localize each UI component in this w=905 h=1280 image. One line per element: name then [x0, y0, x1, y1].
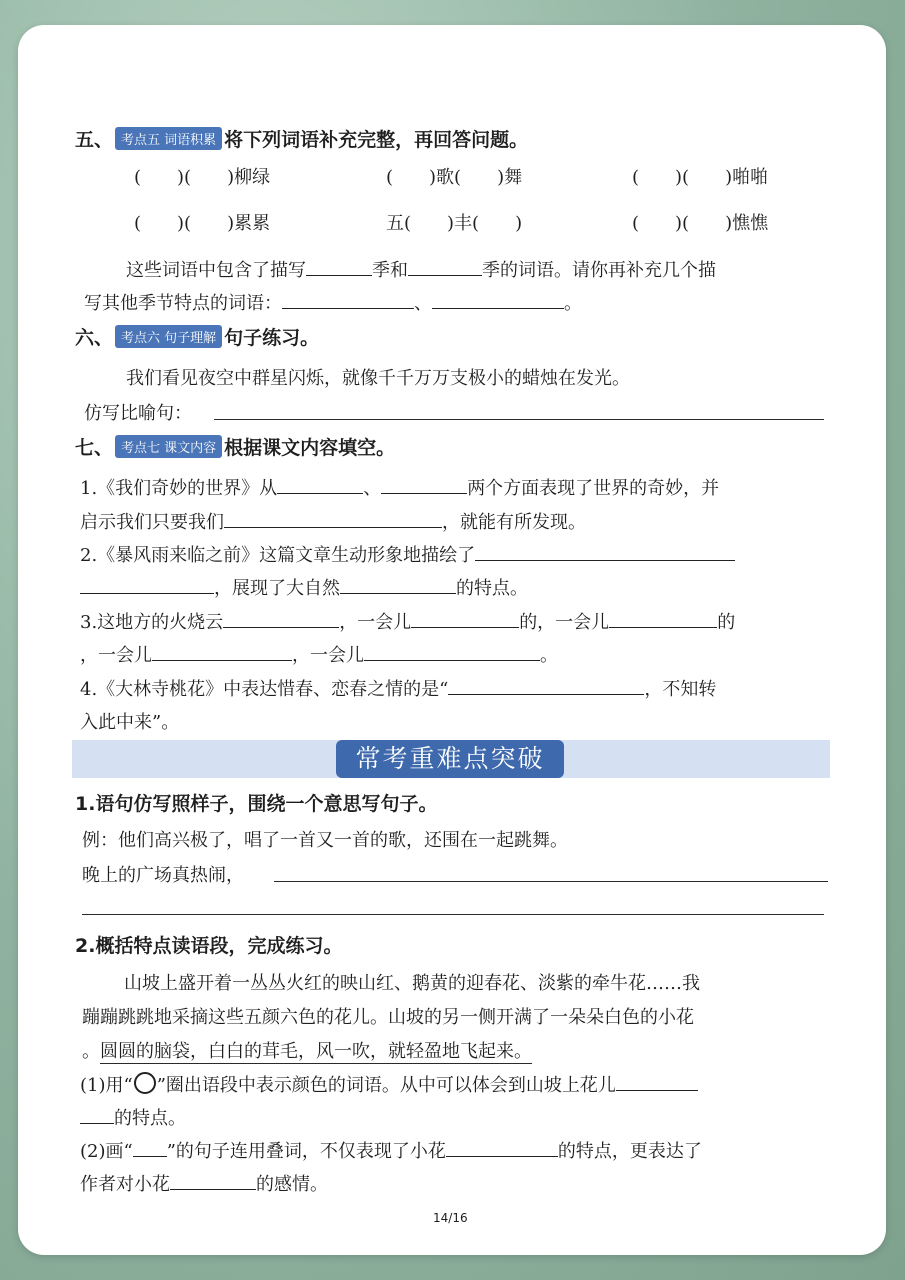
banner-title: 常考重难点突破: [336, 740, 564, 778]
question-text: (2)画“: [80, 1141, 133, 1162]
passage-line: 山坡上盛开着一丛丛火红的映山红、鹅黄的迎春花、淡紫的牵牛花……我: [124, 973, 700, 994]
question-text: 的特点，更表达了: [557, 1141, 702, 1162]
practice-2-title: 2.概括特点读语段，完成练习。: [75, 935, 343, 957]
section-7-q2-line1: [80, 541, 735, 567]
question-text: ，一会儿: [339, 612, 412, 633]
question-text: 3.这地方的火烧云: [80, 612, 224, 633]
section-6-heading: [75, 323, 319, 350]
worksheet-page: [18, 25, 886, 1255]
question-text: 作者对小花: [80, 1174, 170, 1195]
question-text: 。: [564, 293, 582, 314]
question-text: ，就能有所发现。: [442, 512, 586, 533]
page-number: 14/16: [433, 1211, 468, 1225]
question-text: ，一会儿: [292, 645, 364, 666]
answer-line[interactable]: [214, 419, 824, 420]
section-7-q3-line2: [80, 641, 558, 667]
question-text: 的: [717, 612, 736, 633]
section-7-q1-line1: [80, 474, 719, 500]
question-text: ”的句子连用叠词，不仅表现了小花: [166, 1141, 446, 1162]
question-text: 2.《暴风雨来临之前》这篇文章生动形象地描绘了: [80, 545, 476, 566]
question-text: 的感情。: [256, 1174, 328, 1195]
section-7-heading: [75, 433, 395, 460]
question-text: 季的词语。请你再补充几个描: [482, 260, 716, 281]
answer-line[interactable]: [82, 914, 824, 915]
question-text: 的，一会儿: [519, 612, 610, 633]
question-text: 的特点。: [114, 1108, 186, 1129]
answer-line[interactable]: [274, 881, 828, 882]
question-text: 季和: [372, 260, 408, 281]
word-item: ( )( )啪啪: [632, 167, 769, 188]
underlined-sentence: 圆圆的脑袋，白白的茸毛，风一吹，就轻盈地飞起来。: [100, 1041, 532, 1062]
practice-1-title: 1.语句仿写照样子，围绕一个意思写句子。: [75, 793, 438, 815]
question-text: ”圈出语段中表示颜色的词语。从中可以体会到山坡上花儿: [156, 1075, 616, 1096]
question-text: 这些词语中包含了描写: [126, 260, 306, 281]
question-text: 启示我们只要我们: [80, 512, 224, 533]
question-text: 、: [414, 293, 432, 314]
question-text: ，不知转: [644, 679, 717, 700]
practice-1-example: 例：他们高兴极了，唱了一首又一首的歌，还围在一起跳舞。: [82, 830, 568, 851]
question-text: 4.《大林寺桃花》中表达惜春、恋春之情的是“: [80, 679, 449, 700]
circle-symbol-icon: [134, 1072, 156, 1094]
section-5-question-line1: [126, 256, 716, 282]
section-7-q2-line2: [80, 574, 528, 600]
section-7-q4-line2: 入此中来”。: [80, 712, 180, 733]
practice-2-q2-line1: [80, 1137, 702, 1163]
section-7-tag: 考点七 课文内容: [115, 435, 222, 458]
underline-symbol-icon: [133, 1140, 167, 1157]
section-6-sentence: 我们看见夜空中群星闪烁，就像千千万万支极小的蜡烛在发光。: [126, 368, 630, 389]
passage-text: 。: [82, 1041, 100, 1062]
question-text: 两个方面表现了世界的奇妙，并: [467, 478, 720, 499]
question-text: (1)用“: [80, 1075, 133, 1096]
word-item: ( )歌( )舞: [386, 167, 523, 188]
section-6-prompt: 仿写比喻句：: [84, 403, 192, 424]
section-7-number: 七、: [75, 437, 114, 459]
question-text: ，一会儿: [80, 645, 152, 666]
passage-line: [82, 1037, 532, 1063]
section-7-q3-line1: [80, 608, 735, 634]
word-item: ( )( )累累: [134, 213, 271, 234]
practice-2-q1-line1: [80, 1071, 698, 1097]
section-7-q4-line1: [80, 675, 716, 701]
word-item: ( )( )柳绿: [134, 167, 271, 188]
section-5-heading: [75, 125, 528, 152]
word-item: ( )( )憔憔: [632, 213, 769, 234]
section-5-tag: 考点五 词语积累: [115, 127, 222, 150]
section-5-question-line2: [84, 289, 582, 315]
question-text: 。: [540, 645, 558, 666]
section-6-tag: 考点六 句子理解: [115, 325, 222, 348]
section-6-instruction: 句子练习。: [224, 327, 320, 349]
section-6-number: 六、: [75, 327, 114, 349]
passage-line: 蹦蹦跳跳地采摘这些五颜六色的花儿。山坡的另一侧开满了一朵朵白色的小花: [82, 1007, 694, 1028]
practice-2-q1-line2: [80, 1104, 186, 1130]
section-7-instruction: 根据课文内容填空。: [224, 437, 396, 459]
question-text: 1.《我们奇妙的世界》从: [80, 478, 278, 499]
question-text: 的特点。: [456, 578, 528, 599]
section-5-instruction: 将下列词语补充完整，再回答问题。: [224, 129, 529, 151]
word-item: 五( )丰( ): [386, 213, 523, 234]
practice-1-prompt: 晚上的广场真热闹，: [82, 865, 244, 886]
question-text: ，展现了大自然: [214, 578, 340, 599]
section-7-q1-line2: [80, 508, 586, 534]
practice-2-q2-line2: [80, 1170, 328, 1196]
section-banner: [72, 740, 830, 778]
question-text: 、: [363, 478, 382, 499]
question-text: 写其他季节特点的词语：: [84, 293, 282, 314]
section-5-number: 五、: [75, 129, 114, 151]
